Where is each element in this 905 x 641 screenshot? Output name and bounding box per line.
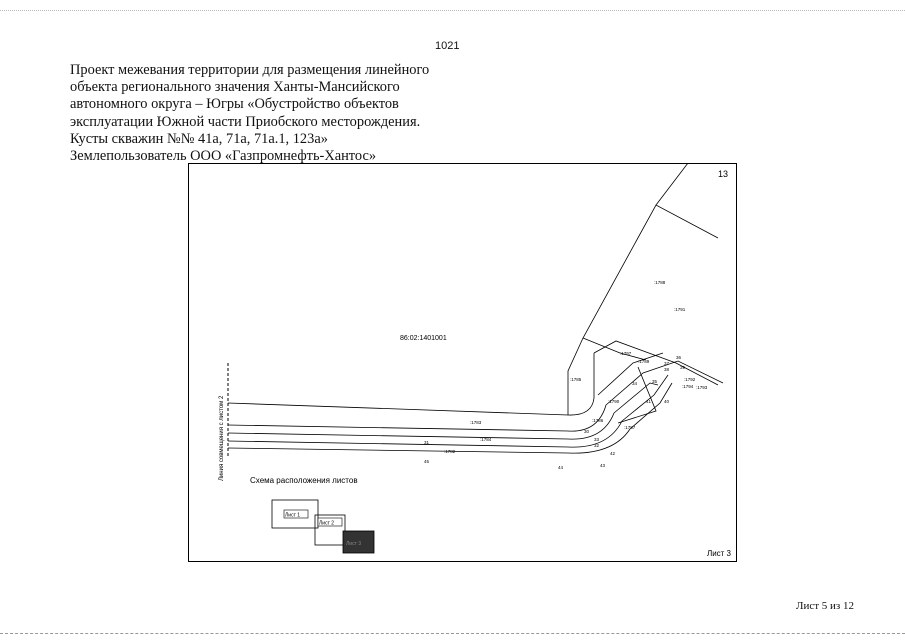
scheme-sheet-2-label: Лист 2 bbox=[319, 520, 335, 527]
parcel-boundary bbox=[614, 383, 658, 413]
scheme-sheet-1-label: Лист 1 bbox=[285, 512, 301, 519]
sheet-label: Лист 3 bbox=[706, 549, 731, 558]
point-label: 44 bbox=[558, 465, 564, 470]
parcel-label: :1784 bbox=[480, 437, 492, 442]
page-number: 1021 bbox=[435, 40, 460, 52]
point-label: 43 bbox=[600, 463, 606, 468]
parcel-label: :1793 bbox=[696, 385, 708, 390]
parcel-label: :1794 bbox=[682, 384, 694, 389]
parcel-label: :1785 bbox=[570, 377, 582, 382]
point-label: 38 bbox=[664, 367, 670, 372]
parcel-boundary bbox=[583, 338, 646, 360]
point-label: 41 bbox=[646, 399, 652, 404]
point-label: 37 bbox=[664, 361, 670, 366]
parcel-label: :1797 bbox=[620, 351, 632, 356]
scheme-sheet-3-label: Лист 3 bbox=[346, 541, 362, 547]
header-line: Землепользователь ООО «Газпромнефть-Хантос» bbox=[70, 148, 377, 165]
alignment-line-label: Линия совмещения с листом 2 bbox=[219, 395, 225, 481]
parcel-label: :1786 bbox=[592, 418, 604, 423]
parcel-boundary bbox=[618, 367, 656, 423]
point-label: 39 bbox=[680, 365, 686, 370]
parcel-label: :1790 bbox=[608, 399, 620, 404]
point-label: 30 bbox=[584, 429, 590, 434]
document-header bbox=[70, 62, 450, 165]
sheet-counter: Лист 5 из 12 bbox=[796, 600, 855, 612]
header-line: автономного округа – Югры «Обустройство объектов bbox=[70, 96, 399, 113]
adjacent-sheet-number: 13 bbox=[717, 169, 728, 179]
parcel-label: :1783 bbox=[470, 420, 482, 425]
parcel-boundary bbox=[568, 205, 718, 415]
point-label: 34 bbox=[632, 381, 638, 386]
cadastral-map bbox=[188, 163, 737, 562]
scan-edge-top bbox=[0, 0, 905, 11]
header-line: объекта регионального значения Ханты-Мансийского bbox=[70, 79, 400, 96]
point-label: 32 bbox=[594, 443, 600, 448]
point-label: 40 bbox=[664, 399, 670, 404]
parcel-label: :1788 bbox=[654, 280, 666, 285]
parcel-boundary bbox=[630, 383, 672, 429]
parcel-label: :1791 bbox=[674, 307, 686, 312]
point-label: 31 bbox=[424, 440, 430, 445]
point-label: 42 bbox=[610, 451, 616, 456]
point-label: 33 bbox=[594, 437, 600, 442]
parcel-label: :1787 bbox=[624, 425, 636, 430]
cadastral-block-label: 86:02:1401001 bbox=[400, 335, 447, 342]
header-line: эксплуатации Южной части Приобского месторождения. bbox=[70, 113, 421, 130]
parcel-boundary bbox=[228, 353, 594, 415]
parcel-label: :1789 bbox=[638, 359, 650, 364]
point-label: 35 bbox=[652, 379, 658, 384]
parcel-label: :1782 bbox=[444, 449, 456, 454]
scheme-title: Схема расположения листов bbox=[250, 476, 358, 485]
header-line: Проект межевания территории для размещения линейного bbox=[70, 62, 430, 78]
point-label: 45 bbox=[424, 459, 430, 464]
sheet-scheme bbox=[272, 500, 374, 553]
parcel-boundary bbox=[228, 405, 606, 431]
parcel-label: :1792 bbox=[684, 377, 696, 382]
parcel-boundary bbox=[598, 353, 663, 395]
point-label: 36 bbox=[676, 355, 682, 360]
parcel-boundary bbox=[656, 163, 688, 205]
header-line: Кусты скважин №№ 41а, 71а, 71а.1, 123а» bbox=[70, 130, 328, 147]
